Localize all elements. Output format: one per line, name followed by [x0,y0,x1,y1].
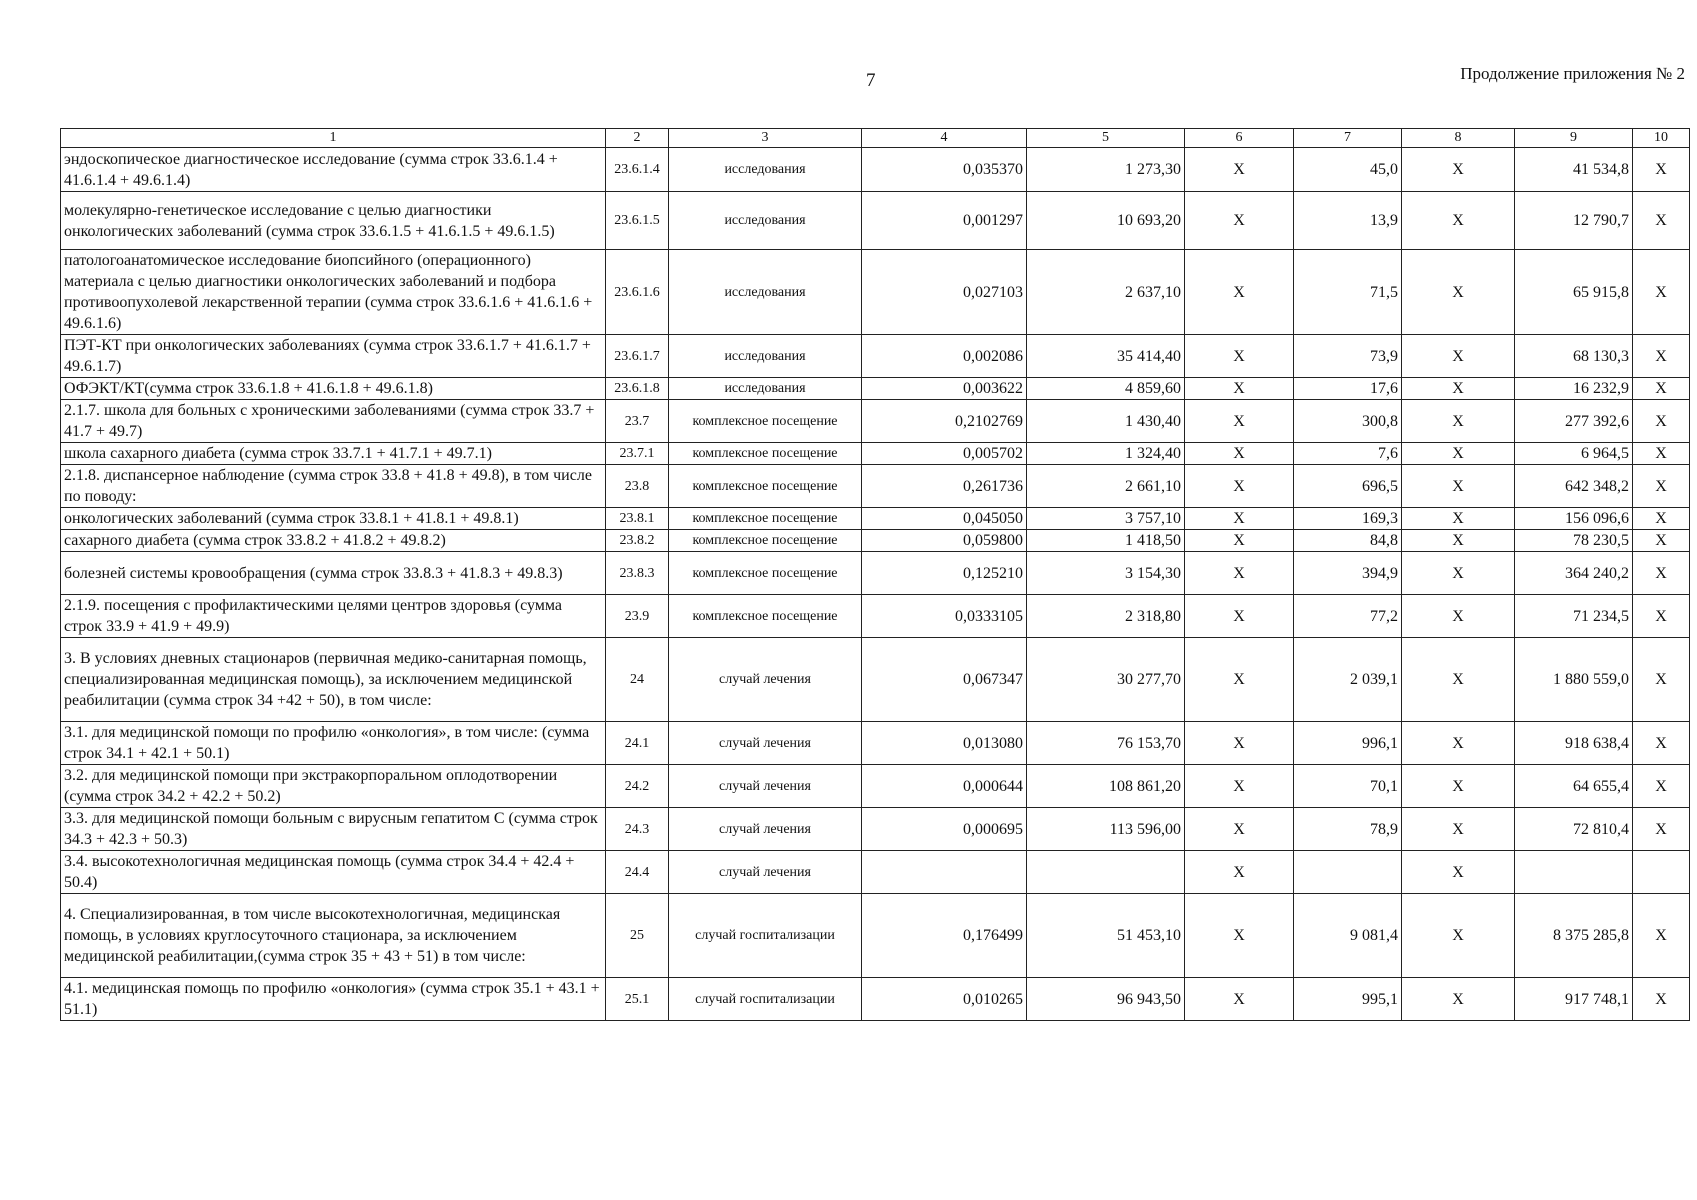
row-col-10-value: X [1633,335,1690,378]
row-col-8-value: X [1402,148,1515,192]
row-description: патологоанатомическое исследование биопсийного (операционного) материала с целью диагностики онкологических заболеваний и подбора противоопухолевой лекарственной терапии (сумма строк 33.6.1.6 + 41.6.1.6 + 49.6.1.6) [61,250,606,335]
row-col-8-value: X [1402,250,1515,335]
table-row [61,978,1690,1021]
row-col-9-value: 6 964,5 [1515,443,1633,465]
row-col-7-value: 13,9 [1294,192,1402,250]
row-col-8-value: X [1402,722,1515,765]
table-row [61,638,1690,722]
row-col-8-value: X [1402,530,1515,552]
row-unit: комплексное посещение [669,530,862,552]
row-col-6-value: X [1185,192,1294,250]
row-unit: комплексное посещение [669,465,862,508]
row-col-8-value: X [1402,465,1515,508]
row-col-7-value: 70,1 [1294,765,1402,808]
column-header-5: 5 [1027,129,1185,148]
table-row [61,250,1690,335]
row-col-9-value: 72 810,4 [1515,808,1633,851]
row-col-5-value: 2 637,10 [1027,250,1185,335]
row-col-4-value: 0,045050 [862,508,1027,530]
row-col-4-value: 0,176499 [862,894,1027,978]
row-col-9-value: 156 096,6 [1515,508,1633,530]
row-col-9-value: 12 790,7 [1515,192,1633,250]
row-col-9-value: 78 230,5 [1515,530,1633,552]
row-col-5-value [1027,851,1185,894]
row-col-9-value: 364 240,2 [1515,552,1633,595]
row-col-8-value: X [1402,808,1515,851]
appendix-continuation-label: Продолжение приложения № 2 [1460,64,1685,83]
table-row [61,335,1690,378]
row-col-5-value: 96 943,50 [1027,978,1185,1021]
row-line-number: 23.6.1.7 [606,335,669,378]
row-col-5-value: 51 453,10 [1027,894,1185,978]
column-header-9: 9 [1515,129,1633,148]
row-col-8-value: X [1402,894,1515,978]
row-unit: случай лечения [669,722,862,765]
row-col-7-value: 996,1 [1294,722,1402,765]
row-description: 3.3. для медицинской помощи больным с вирусным гепатитом С (сумма строк 34.3 + 42.3 + 50.3) [61,808,606,851]
row-col-4-value: 0,003622 [862,378,1027,400]
row-col-8-value: X [1402,552,1515,595]
table-row [61,851,1690,894]
row-col-7-value: 71,5 [1294,250,1402,335]
row-description: ПЭТ-КТ при онкологических заболеваниях (сумма строк 33.6.1.7 + 41.6.1.7 + 49.6.1.7) [61,335,606,378]
row-description: сахарного диабета (сумма строк 33.8.2 + 41.8.2 + 49.8.2) [61,530,606,552]
row-col-5-value: 3 154,30 [1027,552,1185,595]
row-line-number: 24.1 [606,722,669,765]
row-line-number: 23.6.1.4 [606,148,669,192]
table-row [61,400,1690,443]
row-description: болезней системы кровообращения (сумма строк 33.8.3 + 41.8.3 + 49.8.3) [61,552,606,595]
row-col-9-value: 71 234,5 [1515,595,1633,638]
row-unit: комплексное посещение [669,595,862,638]
row-col-4-value: 0,000644 [862,765,1027,808]
column-header-7: 7 [1294,129,1402,148]
row-col-9-value: 1 880 559,0 [1515,638,1633,722]
row-col-5-value: 3 757,10 [1027,508,1185,530]
row-col-4-value: 0,035370 [862,148,1027,192]
row-col-6-value: X [1185,508,1294,530]
row-unit: комплексное посещение [669,443,862,465]
row-col-6-value: X [1185,595,1294,638]
row-line-number: 24.3 [606,808,669,851]
row-unit: исследования [669,378,862,400]
row-col-7-value: 45,0 [1294,148,1402,192]
row-unit: случай лечения [669,765,862,808]
row-col-10-value: X [1633,808,1690,851]
row-col-9-value: 68 130,3 [1515,335,1633,378]
table-row [61,465,1690,508]
row-line-number: 24 [606,638,669,722]
row-col-5-value: 10 693,20 [1027,192,1185,250]
row-unit: исследования [669,148,862,192]
row-col-6-value: X [1185,465,1294,508]
column-header-6: 6 [1185,129,1294,148]
row-col-8-value: X [1402,978,1515,1021]
row-col-7-value: 17,6 [1294,378,1402,400]
row-col-5-value: 2 318,80 [1027,595,1185,638]
row-line-number: 23.6.1.6 [606,250,669,335]
row-col-10-value: X [1633,400,1690,443]
row-line-number: 23.7 [606,400,669,443]
row-description: 3. В условиях дневных стационаров (первичная медико-санитарная помощь, специализированная медицинская помощь), за исключением медицинской реабилитации (сумма строк 34 +42 + 50), в том числе: [61,638,606,722]
row-col-6-value: X [1185,530,1294,552]
table-row [61,808,1690,851]
row-col-10-value: X [1633,530,1690,552]
row-col-4-value: 0,002086 [862,335,1027,378]
row-col-6-value: X [1185,808,1294,851]
row-col-6-value: X [1185,378,1294,400]
row-col-8-value: X [1402,192,1515,250]
row-col-9-value: 16 232,9 [1515,378,1633,400]
row-description: 2.1.9. посещения с профилактическими целями центров здоровья (сумма строк 33.9 + 41.9 + 49.9) [61,595,606,638]
row-col-7-value [1294,851,1402,894]
row-col-9-value: 642 348,2 [1515,465,1633,508]
row-col-6-value: X [1185,400,1294,443]
row-description: 4.1. медицинская помощь по профилю «онкология» (сумма строк 35.1 + 43.1 + 51.1) [61,978,606,1021]
row-line-number: 25.1 [606,978,669,1021]
row-col-8-value: X [1402,335,1515,378]
row-col-4-value: 0,0333105 [862,595,1027,638]
row-col-9-value: 64 655,4 [1515,765,1633,808]
row-col-8-value: X [1402,400,1515,443]
table-row [61,722,1690,765]
row-line-number: 23.8 [606,465,669,508]
row-col-6-value: X [1185,851,1294,894]
row-col-7-value: 696,5 [1294,465,1402,508]
row-col-10-value [1633,851,1690,894]
row-col-4-value: 0,125210 [862,552,1027,595]
row-col-6-value: X [1185,722,1294,765]
row-col-4-value: 0,001297 [862,192,1027,250]
row-line-number: 23.8.3 [606,552,669,595]
row-col-4-value: 0,027103 [862,250,1027,335]
row-col-10-value: X [1633,978,1690,1021]
row-col-7-value: 995,1 [1294,978,1402,1021]
row-col-10-value: X [1633,894,1690,978]
row-col-10-value: X [1633,765,1690,808]
row-description: 3.1. для медицинской помощи по профилю «онкология», в том числе: (сумма строк 34.1 + 42.1 + 50.1) [61,722,606,765]
table-row [61,595,1690,638]
row-col-7-value: 2 039,1 [1294,638,1402,722]
row-col-5-value: 1 418,50 [1027,530,1185,552]
row-col-8-value: X [1402,378,1515,400]
row-col-10-value: X [1633,552,1690,595]
row-col-10-value: X [1633,148,1690,192]
row-description: эндоскопическое диагностическое исследование (сумма строк 33.6.1.4 + 41.6.1.4 + 49.6.1.4) [61,148,606,192]
column-header-10: 10 [1633,129,1690,148]
row-col-7-value: 77,2 [1294,595,1402,638]
row-col-10-value: X [1633,192,1690,250]
row-col-5-value: 30 277,70 [1027,638,1185,722]
row-col-5-value: 108 861,20 [1027,765,1185,808]
row-description: 4. Специализированная, в том числе высокотехнологичная, медицинская помощь, в условиях круглосуточного стационара, за исключением медицинской реабилитации,(сумма строк 35 + 43 + 51) в том числе: [61,894,606,978]
row-col-4-value: 0,261736 [862,465,1027,508]
row-col-5-value: 1 430,40 [1027,400,1185,443]
row-description: 3.4. высокотехнологичная медицинская помощь (сумма строк 34.4 + 42.4 + 50.4) [61,851,606,894]
row-col-9-value: 917 748,1 [1515,978,1633,1021]
table-row [61,148,1690,192]
row-description: 2.1.8. диспансерное наблюдение (сумма строк 33.8 + 41.8 + 49.8), в том числе по поводу: [61,465,606,508]
column-header-2: 2 [606,129,669,148]
row-col-10-value: X [1633,722,1690,765]
row-col-9-value [1515,851,1633,894]
row-col-9-value: 8 375 285,8 [1515,894,1633,978]
row-line-number: 23.7.1 [606,443,669,465]
table-row [61,894,1690,978]
table-row [61,192,1690,250]
row-col-4-value: 0,067347 [862,638,1027,722]
table-row [61,508,1690,530]
row-col-10-value: X [1633,378,1690,400]
row-col-5-value: 35 414,40 [1027,335,1185,378]
row-col-4-value: 0,059800 [862,530,1027,552]
row-col-5-value: 2 661,10 [1027,465,1185,508]
row-col-7-value: 7,6 [1294,443,1402,465]
row-col-6-value: X [1185,335,1294,378]
row-unit: исследования [669,335,862,378]
table-row [61,530,1690,552]
row-col-5-value: 4 859,60 [1027,378,1185,400]
row-col-7-value: 394,9 [1294,552,1402,595]
column-header-3: 3 [669,129,862,148]
row-line-number: 23.8.2 [606,530,669,552]
row-col-8-value: X [1402,851,1515,894]
row-description: онкологических заболеваний (сумма строк 33.8.1 + 41.8.1 + 49.8.1) [61,508,606,530]
row-col-9-value: 65 915,8 [1515,250,1633,335]
row-unit: случай лечения [669,638,862,722]
row-col-6-value: X [1185,978,1294,1021]
row-col-10-value: X [1633,595,1690,638]
appendix-table [60,128,1690,1021]
row-col-4-value: 0,010265 [862,978,1027,1021]
row-line-number: 23.8.1 [606,508,669,530]
row-col-10-value: X [1633,508,1690,530]
row-unit: комплексное посещение [669,552,862,595]
row-col-6-value: X [1185,250,1294,335]
row-col-10-value: X [1633,465,1690,508]
row-unit: случай госпитализации [669,894,862,978]
row-description: молекулярно-генетическое исследование с целью диагностики онкологических заболеваний (сумма строк 33.6.1.5 + 41.6.1.5 + 49.6.1.5) [61,192,606,250]
row-col-9-value: 918 638,4 [1515,722,1633,765]
row-line-number: 24.4 [606,851,669,894]
row-col-5-value: 1 273,30 [1027,148,1185,192]
table-body [61,129,1690,1021]
row-unit: комплексное посещение [669,400,862,443]
row-col-7-value: 84,8 [1294,530,1402,552]
row-unit: случай лечения [669,808,862,851]
row-line-number: 23.6.1.8 [606,378,669,400]
row-col-6-value: X [1185,552,1294,595]
row-unit: случай госпитализации [669,978,862,1021]
row-col-10-value: X [1633,443,1690,465]
row-col-6-value: X [1185,765,1294,808]
table-row [61,552,1690,595]
row-col-10-value: X [1633,250,1690,335]
row-col-8-value: X [1402,765,1515,808]
column-header-8: 8 [1402,129,1515,148]
row-description: школа сахарного диабета (сумма строк 33.7.1 + 41.7.1 + 49.7.1) [61,443,606,465]
row-col-7-value: 169,3 [1294,508,1402,530]
row-col-6-value: X [1185,148,1294,192]
row-col-4-value: 0,2102769 [862,400,1027,443]
row-line-number: 24.2 [606,765,669,808]
row-col-8-value: X [1402,443,1515,465]
page-number: 7 [866,70,876,91]
row-col-8-value: X [1402,638,1515,722]
column-header-1: 1 [61,129,606,148]
row-line-number: 23.9 [606,595,669,638]
table-row [61,378,1690,400]
row-col-9-value: 277 392,6 [1515,400,1633,443]
row-col-4-value [862,851,1027,894]
row-description: ОФЭКТ/КТ(сумма строк 33.6.1.8 + 41.6.1.8 + 49.6.1.8) [61,378,606,400]
row-col-10-value: X [1633,638,1690,722]
row-line-number: 23.6.1.5 [606,192,669,250]
row-col-6-value: X [1185,443,1294,465]
row-col-4-value: 0,005702 [862,443,1027,465]
row-col-7-value: 78,9 [1294,808,1402,851]
row-col-7-value: 9 081,4 [1294,894,1402,978]
row-description: 3.2. для медицинской помощи при экстракорпоральном оплодотворении (сумма строк 34.2 + 42.2 + 50.2) [61,765,606,808]
row-col-9-value: 41 534,8 [1515,148,1633,192]
row-col-5-value: 1 324,40 [1027,443,1185,465]
row-unit: случай лечения [669,851,862,894]
row-unit: исследования [669,250,862,335]
row-col-8-value: X [1402,508,1515,530]
column-number-row [61,129,1690,148]
row-col-5-value: 113 596,00 [1027,808,1185,851]
row-col-8-value: X [1402,595,1515,638]
row-col-6-value: X [1185,894,1294,978]
row-col-4-value: 0,000695 [862,808,1027,851]
row-unit: комплексное посещение [669,508,862,530]
row-col-6-value: X [1185,638,1294,722]
row-unit: исследования [669,192,862,250]
row-col-4-value: 0,013080 [862,722,1027,765]
row-col-7-value: 300,8 [1294,400,1402,443]
row-line-number: 25 [606,894,669,978]
row-col-5-value: 76 153,70 [1027,722,1185,765]
row-description: 2.1.7. школа для больных с хроническими заболеваниями (сумма строк 33.7 + 41.7 + 49.7) [61,400,606,443]
table-row [61,765,1690,808]
column-header-4: 4 [862,129,1027,148]
row-col-7-value: 73,9 [1294,335,1402,378]
table-row [61,443,1690,465]
